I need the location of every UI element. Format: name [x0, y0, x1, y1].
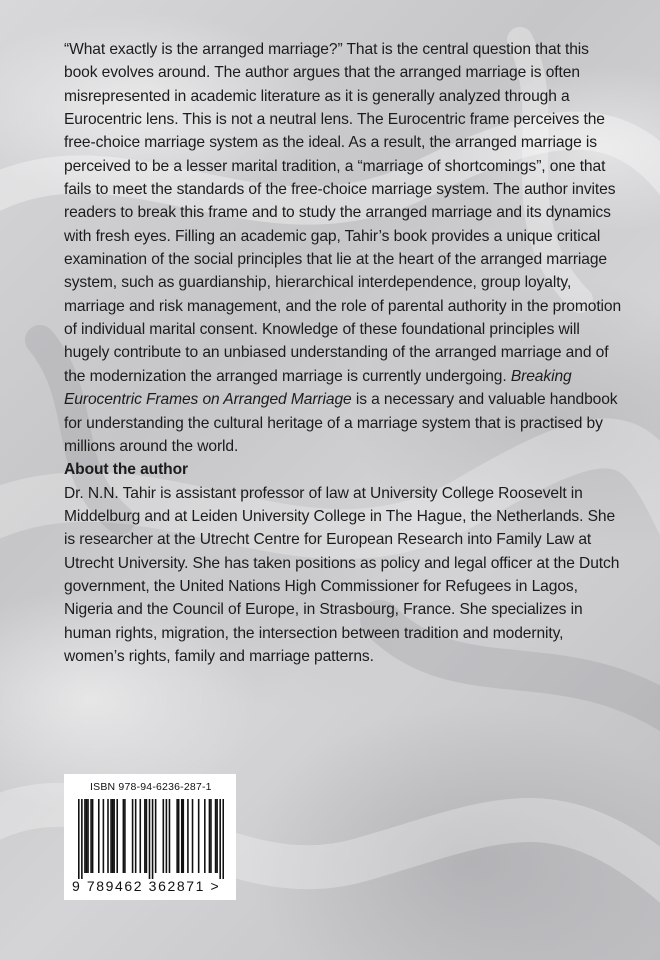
barcode-bar — [139, 799, 141, 873]
barcode-bar — [84, 799, 86, 873]
barcode-bar — [187, 799, 189, 873]
isbn-label: ISBN 978-94-6236-287-1 — [90, 781, 212, 793]
barcode-bar — [123, 799, 125, 873]
barcode-bar — [198, 799, 200, 873]
book-title-italic: Breaking Eurocentric Frames on Arranged Marriage — [64, 367, 572, 409]
barcode-bar — [132, 799, 134, 873]
barcode-bar — [169, 799, 171, 873]
barcode-digits: 9 789462 362871 > — [72, 878, 221, 894]
barcode-bar — [222, 799, 224, 879]
barcode-bar — [209, 799, 211, 873]
about-author-heading: About the author — [64, 461, 188, 479]
barcode-bar — [110, 799, 112, 873]
description-paragraph — [64, 38, 624, 458]
barcode-bar — [103, 799, 105, 873]
barcode-bar — [149, 799, 151, 879]
barcode-bar — [155, 799, 157, 873]
barcode-bar — [204, 799, 206, 873]
barcode-bar — [107, 799, 109, 873]
barcode-bar — [116, 799, 118, 873]
barcode-bar — [210, 799, 212, 873]
barcode-bar — [176, 799, 178, 873]
description-body: That is the central question that this book evolves around. The author argues that the arranged marriage is often misrepresented in academic literature as it is generally analyzed through a Eurocentric lens. This is not a neutral lens. The Eurocentric frame perceives the free-choice marriage system as the ideal. As a result, the arranged marriage is perceived to be a lesser marital tradition, a “marriage of shortcomings”, one that fails to meet the standards of the free-choice marriage system. The author invites readers to break this frame and to study the arranged marriage and its dynamics with fresh eyes. Filling an academic gap, Tahir’s book provides a unique critical examination of the social principles that lie at the heart of the arranged marriage system, such as guardianship, hierarchical interdependence, group loyalty, marriage and risk management, and the role of parental authority in the promotion of individual marital consent. Knowledge of these foundational principles will hugely contribute to an unbiased understanding of the arranged marriage and of the modernization the arranged marriage is currently undergoing. — [64, 41, 622, 385]
barcode-bar — [86, 799, 88, 873]
barcode-bar — [216, 799, 218, 873]
description-closing: is a necessary and valuable handbook for understanding the cultural heritage of a marriage system that is practised by millions around the world. — [64, 391, 618, 455]
barcode-bar — [112, 799, 114, 873]
barcode-bar — [163, 799, 165, 873]
barcode-bar — [181, 799, 183, 873]
about-author-bio: Dr. N.N. Tahir is assistant professor of law at University College Roosevelt in Middelburg and at Leiden University College in The Hague, the Netherlands. She is researcher at the Utrecht Centre for European Research into Family Law at Utrecht University. She has taken positions as policy and legal officer at the Dutch government, the United Nations High Commissioner for Refugees in Lagos, Nigeria and the Council of Europe, in Strasbourg, France. She specializes in human rights, migration, the intersection between tradition and modernity, women’s rights, family and marriage patterns. — [64, 484, 620, 665]
back-cover-text — [64, 38, 624, 668]
isbn-barcode — [64, 774, 236, 900]
barcode-bar — [113, 799, 115, 873]
barcode-bar — [87, 799, 89, 873]
barcode-bar — [215, 799, 217, 873]
barcode-bar — [219, 799, 221, 879]
barcode-bar — [78, 799, 80, 879]
barcode-bar — [135, 799, 137, 873]
barcode-bar — [92, 799, 94, 873]
opening-question: “What exactly is the arranged marriage?” — [64, 41, 343, 58]
barcode-bar — [152, 799, 154, 879]
barcode-bar — [146, 799, 148, 873]
barcode-bar — [166, 799, 168, 873]
barcode-bar — [183, 799, 185, 873]
barcode-bar — [178, 799, 180, 873]
barcode-bar — [144, 799, 146, 873]
barcode-bar — [98, 799, 100, 873]
barcode-bars — [78, 799, 224, 879]
barcode-bar — [124, 799, 126, 873]
barcode-bar — [90, 799, 92, 873]
barcode-bar — [81, 799, 83, 879]
barcode-bar — [192, 799, 194, 873]
